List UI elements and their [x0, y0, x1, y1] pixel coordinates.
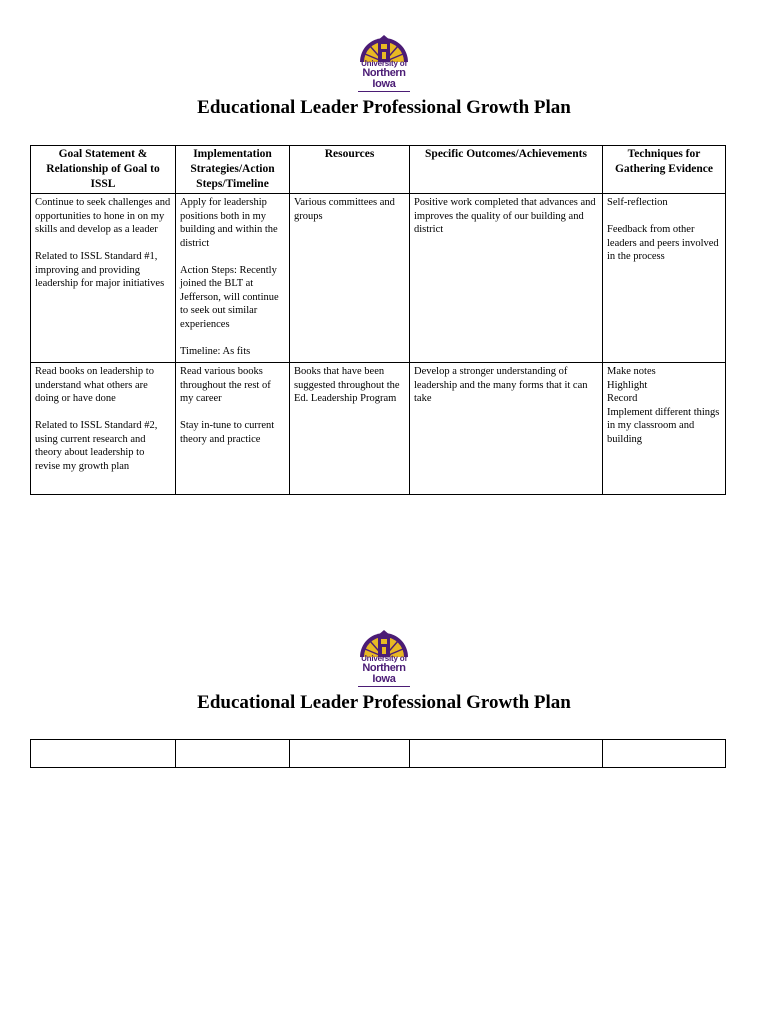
logo-line-university: University of [361, 59, 407, 68]
table-cell: Various committees and groups [290, 194, 410, 363]
table-cell: Develop a stronger understanding of leadership and the many forms that it can take [410, 363, 603, 495]
header-evidence-techniques: Techniques for Gathering Evidence [603, 146, 726, 194]
uni-campanile-logo-icon [352, 32, 416, 62]
growth-plan-table-2 [30, 739, 726, 768]
header-goal-statement: Goal Statement & Relationship of Goal to ISSL [31, 146, 176, 194]
table-cell: Continue to seek challenges and opportunities to hone in on my skills and develop as a leader Related to ISSL Standard #1, improving and providing leadership for major initiatives [31, 194, 176, 363]
table-cell [603, 740, 726, 768]
table-cell: Make notes Highlight Record Implement different things in my classroom and building [603, 363, 726, 495]
logo-line-iowa: Iowa [372, 673, 396, 685]
table-cell [176, 740, 290, 768]
growth-plan-table [30, 145, 726, 495]
table-cell [31, 740, 176, 768]
university-logo [352, 32, 416, 90]
header-outcomes: Specific Outcomes/Achievements [410, 146, 603, 194]
logo-underline [358, 686, 410, 687]
logo-line-northern: Northern [362, 662, 406, 674]
table-header-row [31, 146, 726, 194]
logo-underline [358, 91, 410, 92]
header-implementation: Implementation Strategies/Action Steps/Timeline [176, 146, 290, 194]
table-row [31, 740, 726, 768]
table-cell [410, 740, 603, 768]
logo-line-university: University of [361, 654, 407, 663]
logo-line-northern: Northern [362, 67, 406, 79]
logo-line-iowa: Iowa [372, 78, 396, 90]
table-cell: Positive work completed that advances and improves the quality of our building and district [410, 194, 603, 363]
table-row [31, 363, 726, 495]
header-resources: Resources [290, 146, 410, 194]
table-cell: Books that have been suggested throughout the Ed. Leadership Program [290, 363, 410, 495]
table-cell: Apply for leadership positions both in my building and within the district Action Steps: Recently joined the BLT at Jefferson, will continue to seek out similar experiences Timeline: As fits [176, 194, 290, 363]
table-cell: Read books on leadership to understand what others are doing or have done Related to ISSL Standard #2, using current research and theory about leadership to revise my growth plan [31, 363, 176, 495]
university-logo-page2 [352, 627, 416, 685]
uni-campanile-logo-icon [352, 627, 416, 657]
page-title-2: Educational Leader Professional Growth Plan [197, 692, 571, 713]
table-cell: Read various books throughout the rest of my career Stay in-tune to current theory and practice [176, 363, 290, 495]
table-cell [290, 740, 410, 768]
table-row [31, 194, 726, 363]
page-title: Educational Leader Professional Growth Plan [197, 97, 571, 118]
table-cell: Self-reflection Feedback from other leaders and peers involved in the process [603, 194, 726, 363]
